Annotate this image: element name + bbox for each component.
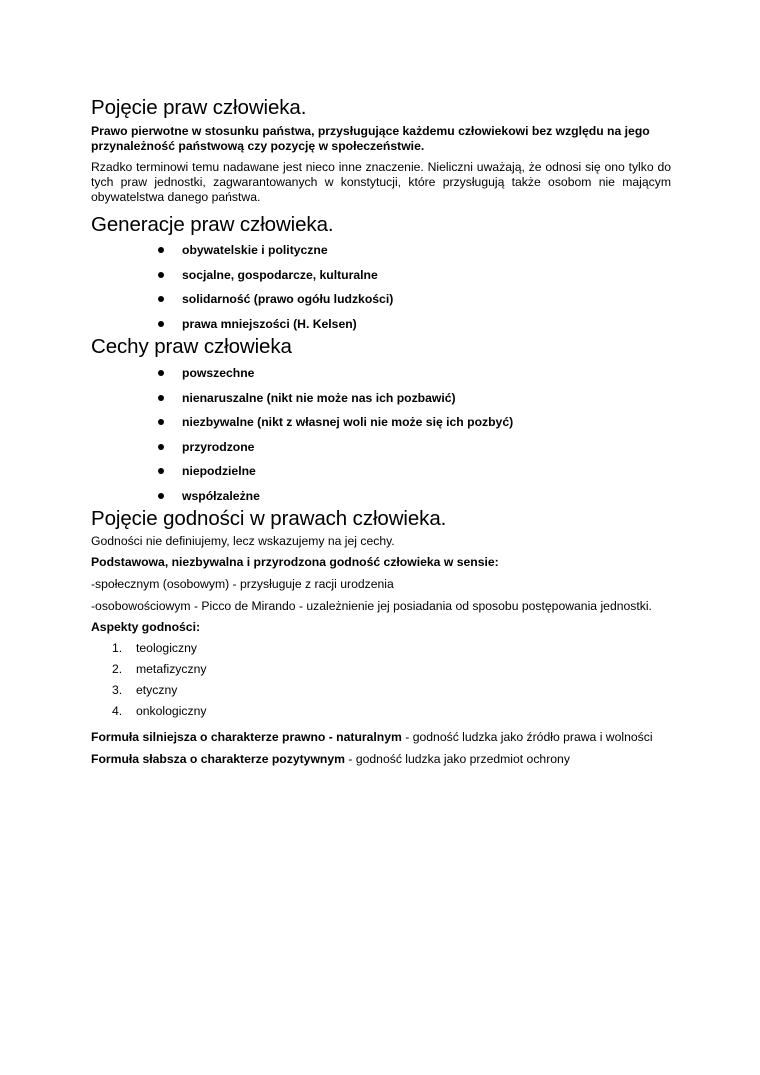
list-item-text: obywatelskie i polityczne: [182, 243, 328, 257]
aspects-list: [91, 641, 671, 725]
rights-note: Rzadko terminowi temu nadawane jest nieco inne znaczenie. Nieliczni uważają, że odnosi się ono tylko do tych praw jednostki, zagwarantowanych w konstytucji, które przysługują także osobom nie mającym obywatelstwa danego państwa.: [91, 160, 671, 204]
list-item-text: niepodzielne: [182, 464, 256, 478]
heading-dignity: Pojęcie godności w prawach człowieka.: [91, 507, 447, 530]
heading-generations: Generacje praw człowieka.: [91, 213, 334, 236]
bullet-icon: [158, 419, 164, 425]
list-item: [91, 704, 671, 725]
bullet-icon: [158, 395, 164, 401]
list-item: [91, 317, 671, 342]
list-number: 3.: [112, 683, 123, 697]
list-item: [91, 683, 671, 704]
dignity-social: -społecznym (osobowym) - przysługuje z racji urodzenia: [91, 577, 394, 591]
formula-weak: [91, 752, 671, 767]
list-item: [91, 292, 671, 317]
bullet-icon: [158, 321, 164, 327]
list-item: [91, 243, 671, 268]
list-item: [91, 662, 671, 683]
list-item: [91, 366, 671, 391]
list-item-text: współzależne: [182, 488, 260, 503]
list-item-text: etyczny: [136, 683, 178, 697]
generations-list: [91, 243, 671, 341]
list-item: [91, 268, 671, 293]
features-list: [91, 366, 671, 513]
heading-rights-concept: Pojęcie praw człowieka.: [91, 96, 307, 119]
list-item: [91, 415, 671, 440]
rights-definition: Prawo pierwotne w stosunku państwa, przysługujące każdemu człowiekowi bez względu na jego przynależność państwową czy pozycję w społeczeństwie.: [91, 124, 650, 153]
dignity-personal: -osobowościowym - Picco de Mirando - uzależnienie jej posiadania od sposobu postępowania jednostki.: [91, 599, 652, 613]
document-content: [91, 96, 671, 767]
list-item: [91, 391, 671, 416]
list-item: [91, 464, 671, 489]
formula-weak-text: - godność ludzka jako przedmiot ochrony: [345, 752, 570, 766]
aspects-heading: Aspekty godności:: [91, 620, 201, 634]
list-item-text: metafizyczny: [136, 662, 207, 676]
dignity-intro: Godności nie definiujemy, lecz wskazujemy na jej cechy.: [91, 534, 395, 548]
bullet-icon: [158, 493, 164, 499]
list-item-text: socjalne, gospodarcze, kulturalne: [182, 267, 378, 282]
list-number: 2.: [112, 662, 123, 676]
bullet-icon: [158, 370, 164, 376]
list-item-text: nienaruszalne (nikt nie może nas ich pozbawić): [182, 390, 456, 405]
dignity-basic-heading: Podstawowa, niezbywalna i przyrodzona godność człowieka w sensie:: [91, 555, 499, 569]
formula-strong: [91, 730, 671, 745]
list-item-text: niezbywalne (nikt z własnej woli nie może się ich pozbyć): [182, 415, 514, 429]
heading-features: Cechy praw człowieka: [91, 335, 292, 358]
bullet-icon: [158, 468, 164, 474]
formula-strong-text: - godność ludzka jako źródło prawa i wolności: [401, 730, 653, 744]
list-item-text: solidarność (prawo ogółu ludzkości): [182, 292, 394, 306]
list-item-text: powszechne: [182, 366, 255, 380]
list-number: 1.: [112, 641, 123, 655]
bullet-icon: [158, 272, 164, 278]
list-item-text: prawa mniejszości (H. Kelsen): [182, 316, 357, 331]
list-item: [91, 489, 671, 514]
list-item: [91, 641, 671, 662]
formula-weak-label: Formuła słabsza o charakterze pozytywnym: [91, 752, 345, 766]
bullet-icon: [158, 444, 164, 450]
list-number: 4.: [112, 704, 123, 718]
bullet-icon: [158, 296, 164, 302]
list-item: [91, 440, 671, 465]
bullet-icon: [158, 247, 164, 253]
list-item-text: onkologiczny: [136, 704, 207, 718]
formula-strong-label: Formuła silniejsza o charakterze prawno - naturalnym: [91, 730, 402, 744]
list-item-text: przyrodzone: [182, 439, 255, 454]
list-item-text: teologiczny: [136, 641, 197, 655]
